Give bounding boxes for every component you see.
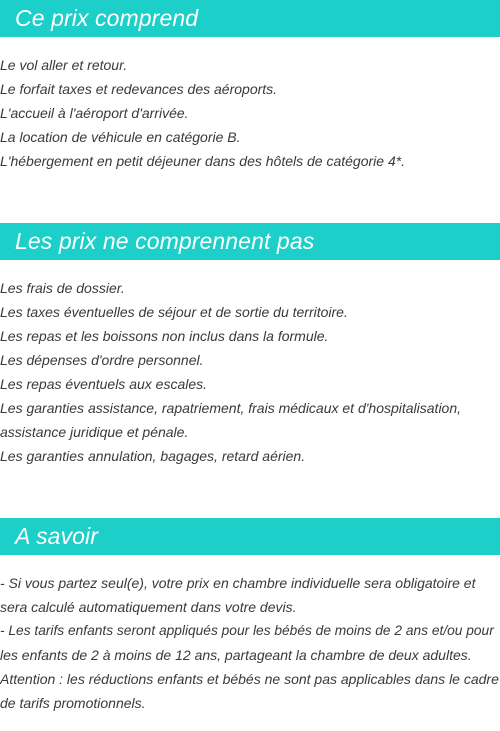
section-header-les-prix-ne-comprennent-pas [0,223,500,260]
list-item: Les garanties assistance, rapatriement, frais médicaux et d'hospitalisation, [0,400,462,416]
list-item: les enfants de 2 à moins de 12 ans, partageant la chambre de deux adultes. [0,647,472,663]
list-item: - Les tarifs enfants seront appliqués pour les bébés de moins de 2 ans et/ou pour [0,623,494,638]
list-item: Les taxes éventuelles de séjour et de sortie du territoire. [0,304,348,320]
list-item: L'hébergement en petit déjeuner dans des hôtels de catégorie 4*. [0,153,406,169]
list-item: Les dépenses d'ordre personnel. [0,352,204,368]
section-title: Ce prix comprend [15,5,199,31]
list-item: Attention : les réductions enfants et bébés ne sont pas applicables dans le cadre [0,671,499,687]
section-body-les-prix-ne-comprennent-pas [0,276,500,468]
section-header-a-savoir [0,518,500,555]
list-item: Le forfait taxes et redevances des aéroports. [0,81,278,97]
section-title: Les prix ne comprennent pas [15,228,315,254]
section-body-a-savoir [0,571,500,715]
list-item: Les garanties annulation, bagages, retard aérien. [0,448,306,464]
list-item: La location de véhicule en catégorie B. [0,129,241,145]
list-item: Le vol aller et retour. [0,57,128,73]
list-item: Les frais de dossier. [0,280,125,296]
section-header-ce-prix-comprend [0,0,500,37]
section-title: A savoir [15,523,99,549]
list-item: Les repas éventuels aux escales. [0,376,208,392]
list-item: sera calculé automatiquement dans votre devis. [0,599,297,615]
list-item: assistance juridique et pénale. [0,424,189,440]
list-item: L'accueil à l'aéroport d'arrivée. [0,105,189,121]
list-item: - Si vous partez seul(e), votre prix en chambre individuelle sera obligatoire et [0,575,476,591]
list-item: Les repas et les boissons non inclus dans la formule. [0,328,329,344]
list-item: de tarifs promotionnels. [0,695,146,711]
section-body-ce-prix-comprend [0,53,500,173]
